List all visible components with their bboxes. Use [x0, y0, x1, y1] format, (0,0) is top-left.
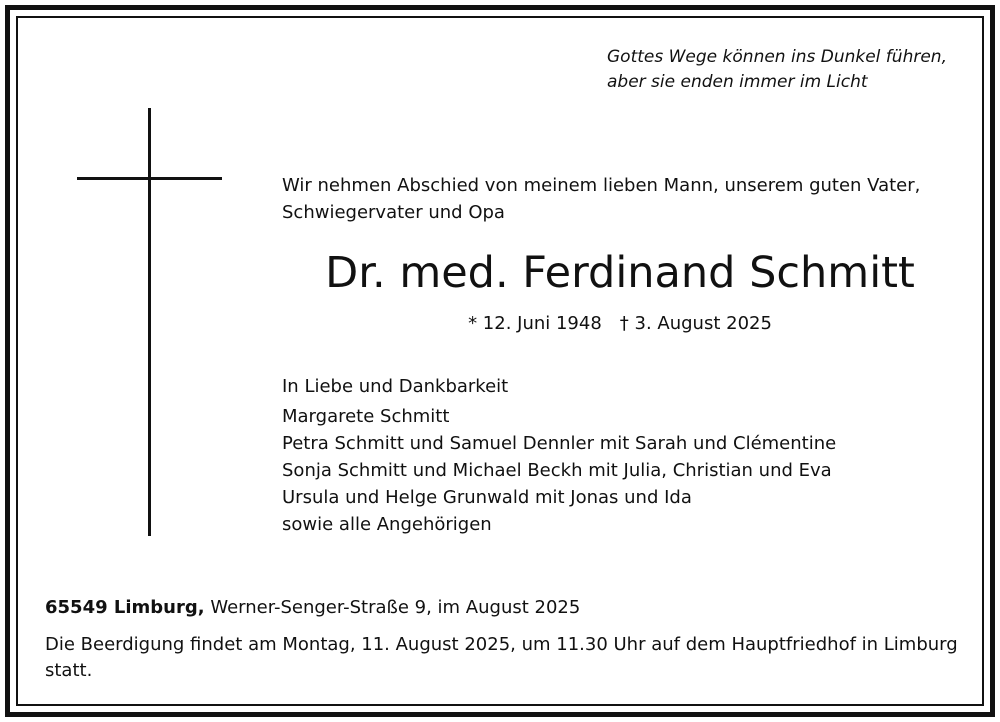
address-street-date: Werner-Senger-Straße 9, im August 2025 — [210, 597, 581, 618]
mourner-name: sowie alle Angehörigen — [282, 514, 492, 535]
mourner-name: Sonja Schmitt und Michael Beckh mit Julia, Christian und Eva — [282, 460, 832, 481]
birth-date: * 12. Juni 1948 — [468, 313, 602, 334]
mourners-list — [282, 373, 836, 538]
intro-line-2: Schwiegervater und Opa — [282, 202, 505, 223]
address-city: 65549 Limburg, — [45, 597, 205, 618]
bible-quote — [607, 45, 947, 95]
mourners-lead: In Liebe und Dankbarkeit — [282, 376, 509, 397]
life-dates — [0, 311, 1000, 337]
farewell-intro — [282, 172, 920, 226]
death-date: † 3. August 2025 — [619, 313, 772, 334]
mourner-name: Ursula und Helge Grunwald mit Jonas und Ida — [282, 487, 692, 508]
address-line — [45, 595, 580, 621]
funeral-notice: Die Beerdigung findet am Montag, 11. August 2025, um 11.30 Uhr auf dem Hauptfriedhof in Limburg statt. — [45, 634, 958, 681]
cross-horizontal-bar — [77, 177, 222, 180]
quote-line-2: aber sie enden immer im Licht — [607, 72, 868, 92]
mourner-name: Margarete Schmitt — [282, 406, 450, 427]
deceased-name: Dr. med. Ferdinand Schmitt — [325, 248, 915, 298]
mourner-name: Petra Schmitt und Samuel Dennler mit Sarah und Clémentine — [282, 433, 837, 454]
quote-line-1: Gottes Wege können ins Dunkel führen, — [607, 47, 947, 67]
intro-line-1: Wir nehmen Abschied von meinem lieben Mann, unserem guten Vater, — [282, 175, 921, 196]
